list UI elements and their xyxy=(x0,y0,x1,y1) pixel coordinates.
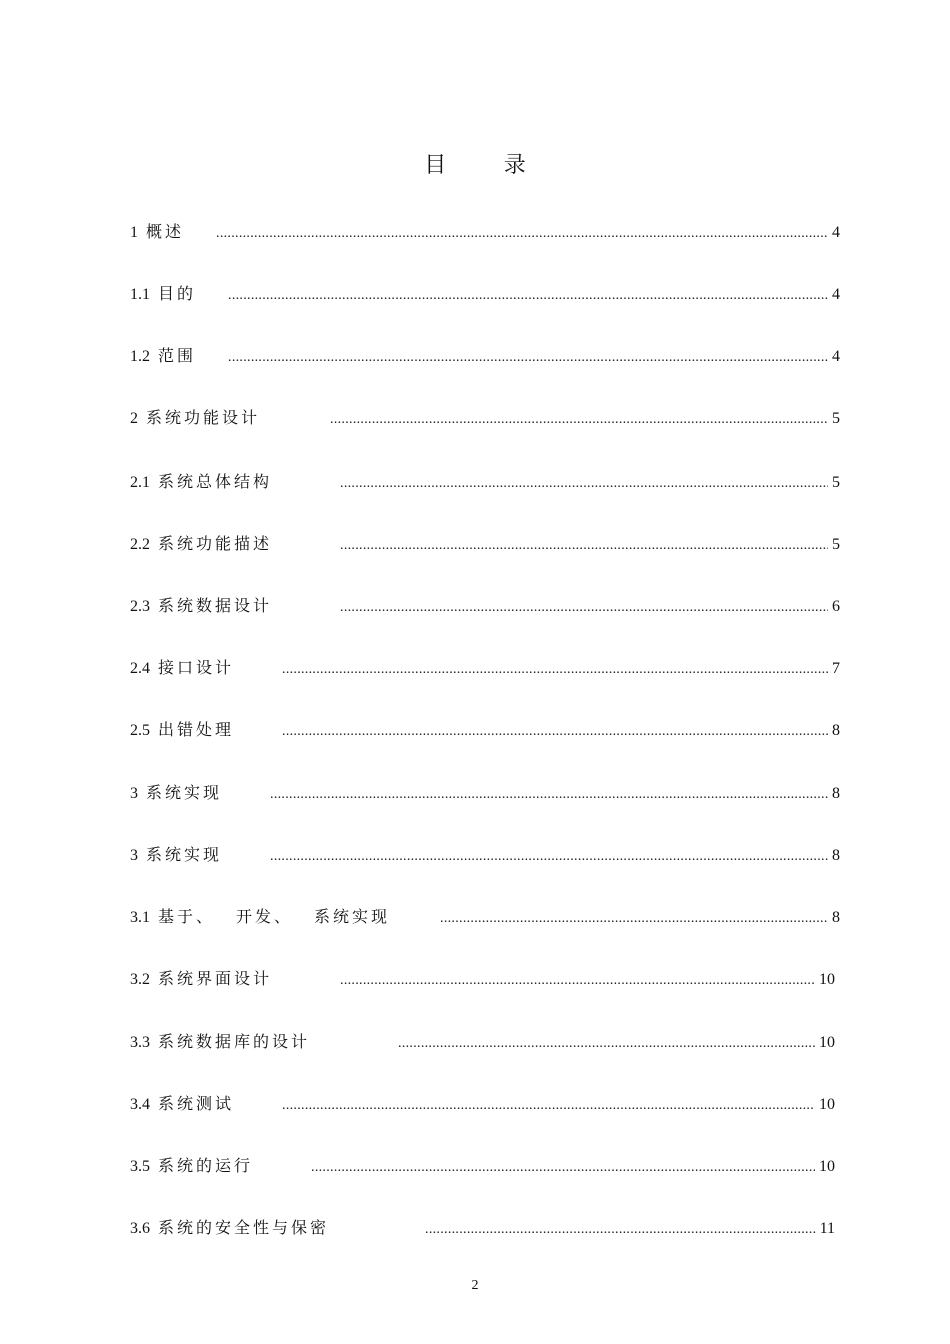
toc-entry-label: 接口设计 xyxy=(158,660,235,677)
toc-entry[interactable] xyxy=(130,782,840,806)
toc-entry-label: 系统总体结构 xyxy=(158,474,273,491)
toc-entry-number: 3.4 xyxy=(130,1096,150,1113)
toc-entry-number: 3.2 xyxy=(130,971,150,988)
toc-entry-label: 目的 xyxy=(158,286,197,303)
toc-dot-leader xyxy=(311,1156,815,1180)
toc-dot-leader xyxy=(282,1094,815,1118)
toc-entry-number: 2.3 xyxy=(130,598,150,615)
toc-entry-number: 2 xyxy=(130,410,138,427)
toc-entry-number: 2.5 xyxy=(130,722,150,739)
toc-entry-page: 10 xyxy=(819,971,835,988)
toc-entry-number: 1 xyxy=(130,224,138,241)
toc-entry[interactable] xyxy=(130,1155,835,1179)
toc-entry-number: 3.3 xyxy=(130,1034,150,1051)
toc-entry[interactable] xyxy=(130,595,840,619)
toc-entry[interactable] xyxy=(130,533,840,557)
toc-entry-number: 3.6 xyxy=(130,1220,150,1237)
toc-dot-leader xyxy=(228,284,828,308)
toc-entry-page: 8 xyxy=(832,722,840,739)
toc-entry-label: 系统实现 xyxy=(146,847,223,864)
toc-dot-leader xyxy=(398,1032,815,1056)
toc-entry-page: 5 xyxy=(832,474,840,491)
toc-entry-label: 系统功能设计 xyxy=(146,410,261,427)
toc-dot-leader xyxy=(340,969,815,993)
toc-entry-label: 系统数据设计 xyxy=(158,598,273,615)
toc-entry-number: 3.1 xyxy=(130,909,150,926)
page-number: 2 xyxy=(471,1278,479,1293)
toc-entry[interactable] xyxy=(130,345,840,369)
toc-entry-page: 8 xyxy=(832,785,840,802)
toc-entry-label: 系统的运行 xyxy=(158,1158,254,1175)
toc-entry-page: 10 xyxy=(819,1158,835,1175)
toc-entry-label: 系统的安全性与保密 xyxy=(158,1220,330,1237)
toc-entry-number: 3 xyxy=(130,847,138,864)
toc-entry-number: 1.1 xyxy=(130,286,150,303)
toc-entry[interactable] xyxy=(130,407,840,431)
toc-entry[interactable] xyxy=(130,844,840,868)
page-title: 目 录 xyxy=(424,152,552,177)
toc-entry-number: 2.4 xyxy=(130,660,150,677)
toc-entry-page: 5 xyxy=(832,536,840,553)
toc-entry-page: 5 xyxy=(832,410,840,427)
toc-entry-page: 4 xyxy=(832,348,840,365)
toc-entry-page: 11 xyxy=(819,1220,835,1237)
toc-entry-page: 8 xyxy=(832,909,840,926)
toc-entry-label: 概述 xyxy=(146,224,185,241)
toc-entry-page: 4 xyxy=(832,286,840,303)
toc-entry-number: 3.5 xyxy=(130,1158,150,1175)
toc-dot-leader xyxy=(216,222,828,246)
toc-entry-number: 2.2 xyxy=(130,536,150,553)
toc-dot-leader xyxy=(282,658,828,682)
toc-entry[interactable] xyxy=(130,1031,835,1055)
toc-entry-page: 10 xyxy=(819,1034,835,1051)
toc-entry-label: 范围 xyxy=(158,348,197,365)
toc-dot-leader xyxy=(270,783,828,807)
toc-entry[interactable] xyxy=(130,1217,835,1241)
toc-entry-page: 8 xyxy=(832,847,840,864)
toc-dot-leader xyxy=(440,907,828,931)
toc-entry-label: 系统界面设计 xyxy=(158,971,273,988)
toc-entry[interactable] xyxy=(130,283,840,307)
toc-entry-page: 6 xyxy=(832,598,840,615)
toc-entry-number: 1.2 xyxy=(130,348,150,365)
toc-dot-leader xyxy=(228,346,828,370)
toc-dot-leader xyxy=(282,720,828,744)
toc-entry-label: 出错处理 xyxy=(158,722,235,739)
toc-entry-label: 系统实现 xyxy=(146,785,223,802)
toc-entry-number: 2.1 xyxy=(130,474,150,491)
toc-entry-page: 10 xyxy=(819,1096,835,1113)
toc-entry[interactable] xyxy=(130,221,840,245)
toc-entry[interactable] xyxy=(130,1093,835,1117)
toc-entry-label: 系统功能描述 xyxy=(158,536,273,553)
toc-entry-label: 基于、 开发、 系统实现 xyxy=(158,909,391,926)
toc-entry-page: 4 xyxy=(832,224,840,241)
toc-dot-leader xyxy=(270,845,828,869)
toc-entry-label: 系统测试 xyxy=(158,1096,235,1113)
toc-entry[interactable] xyxy=(130,719,840,743)
toc-entry[interactable] xyxy=(130,471,840,495)
toc-entry[interactable] xyxy=(130,968,835,992)
toc-entry-number: 3 xyxy=(130,785,138,802)
toc-dot-leader xyxy=(425,1218,816,1242)
toc-dot-leader xyxy=(340,472,828,496)
toc-dot-leader xyxy=(340,534,828,558)
toc-entry-label: 系统数据库的设计 xyxy=(158,1034,311,1051)
toc-dot-leader xyxy=(330,408,828,432)
toc-entry[interactable] xyxy=(130,657,840,681)
toc-entry[interactable] xyxy=(130,906,840,930)
toc-entry-page: 7 xyxy=(832,660,840,677)
toc-dot-leader xyxy=(340,596,828,620)
